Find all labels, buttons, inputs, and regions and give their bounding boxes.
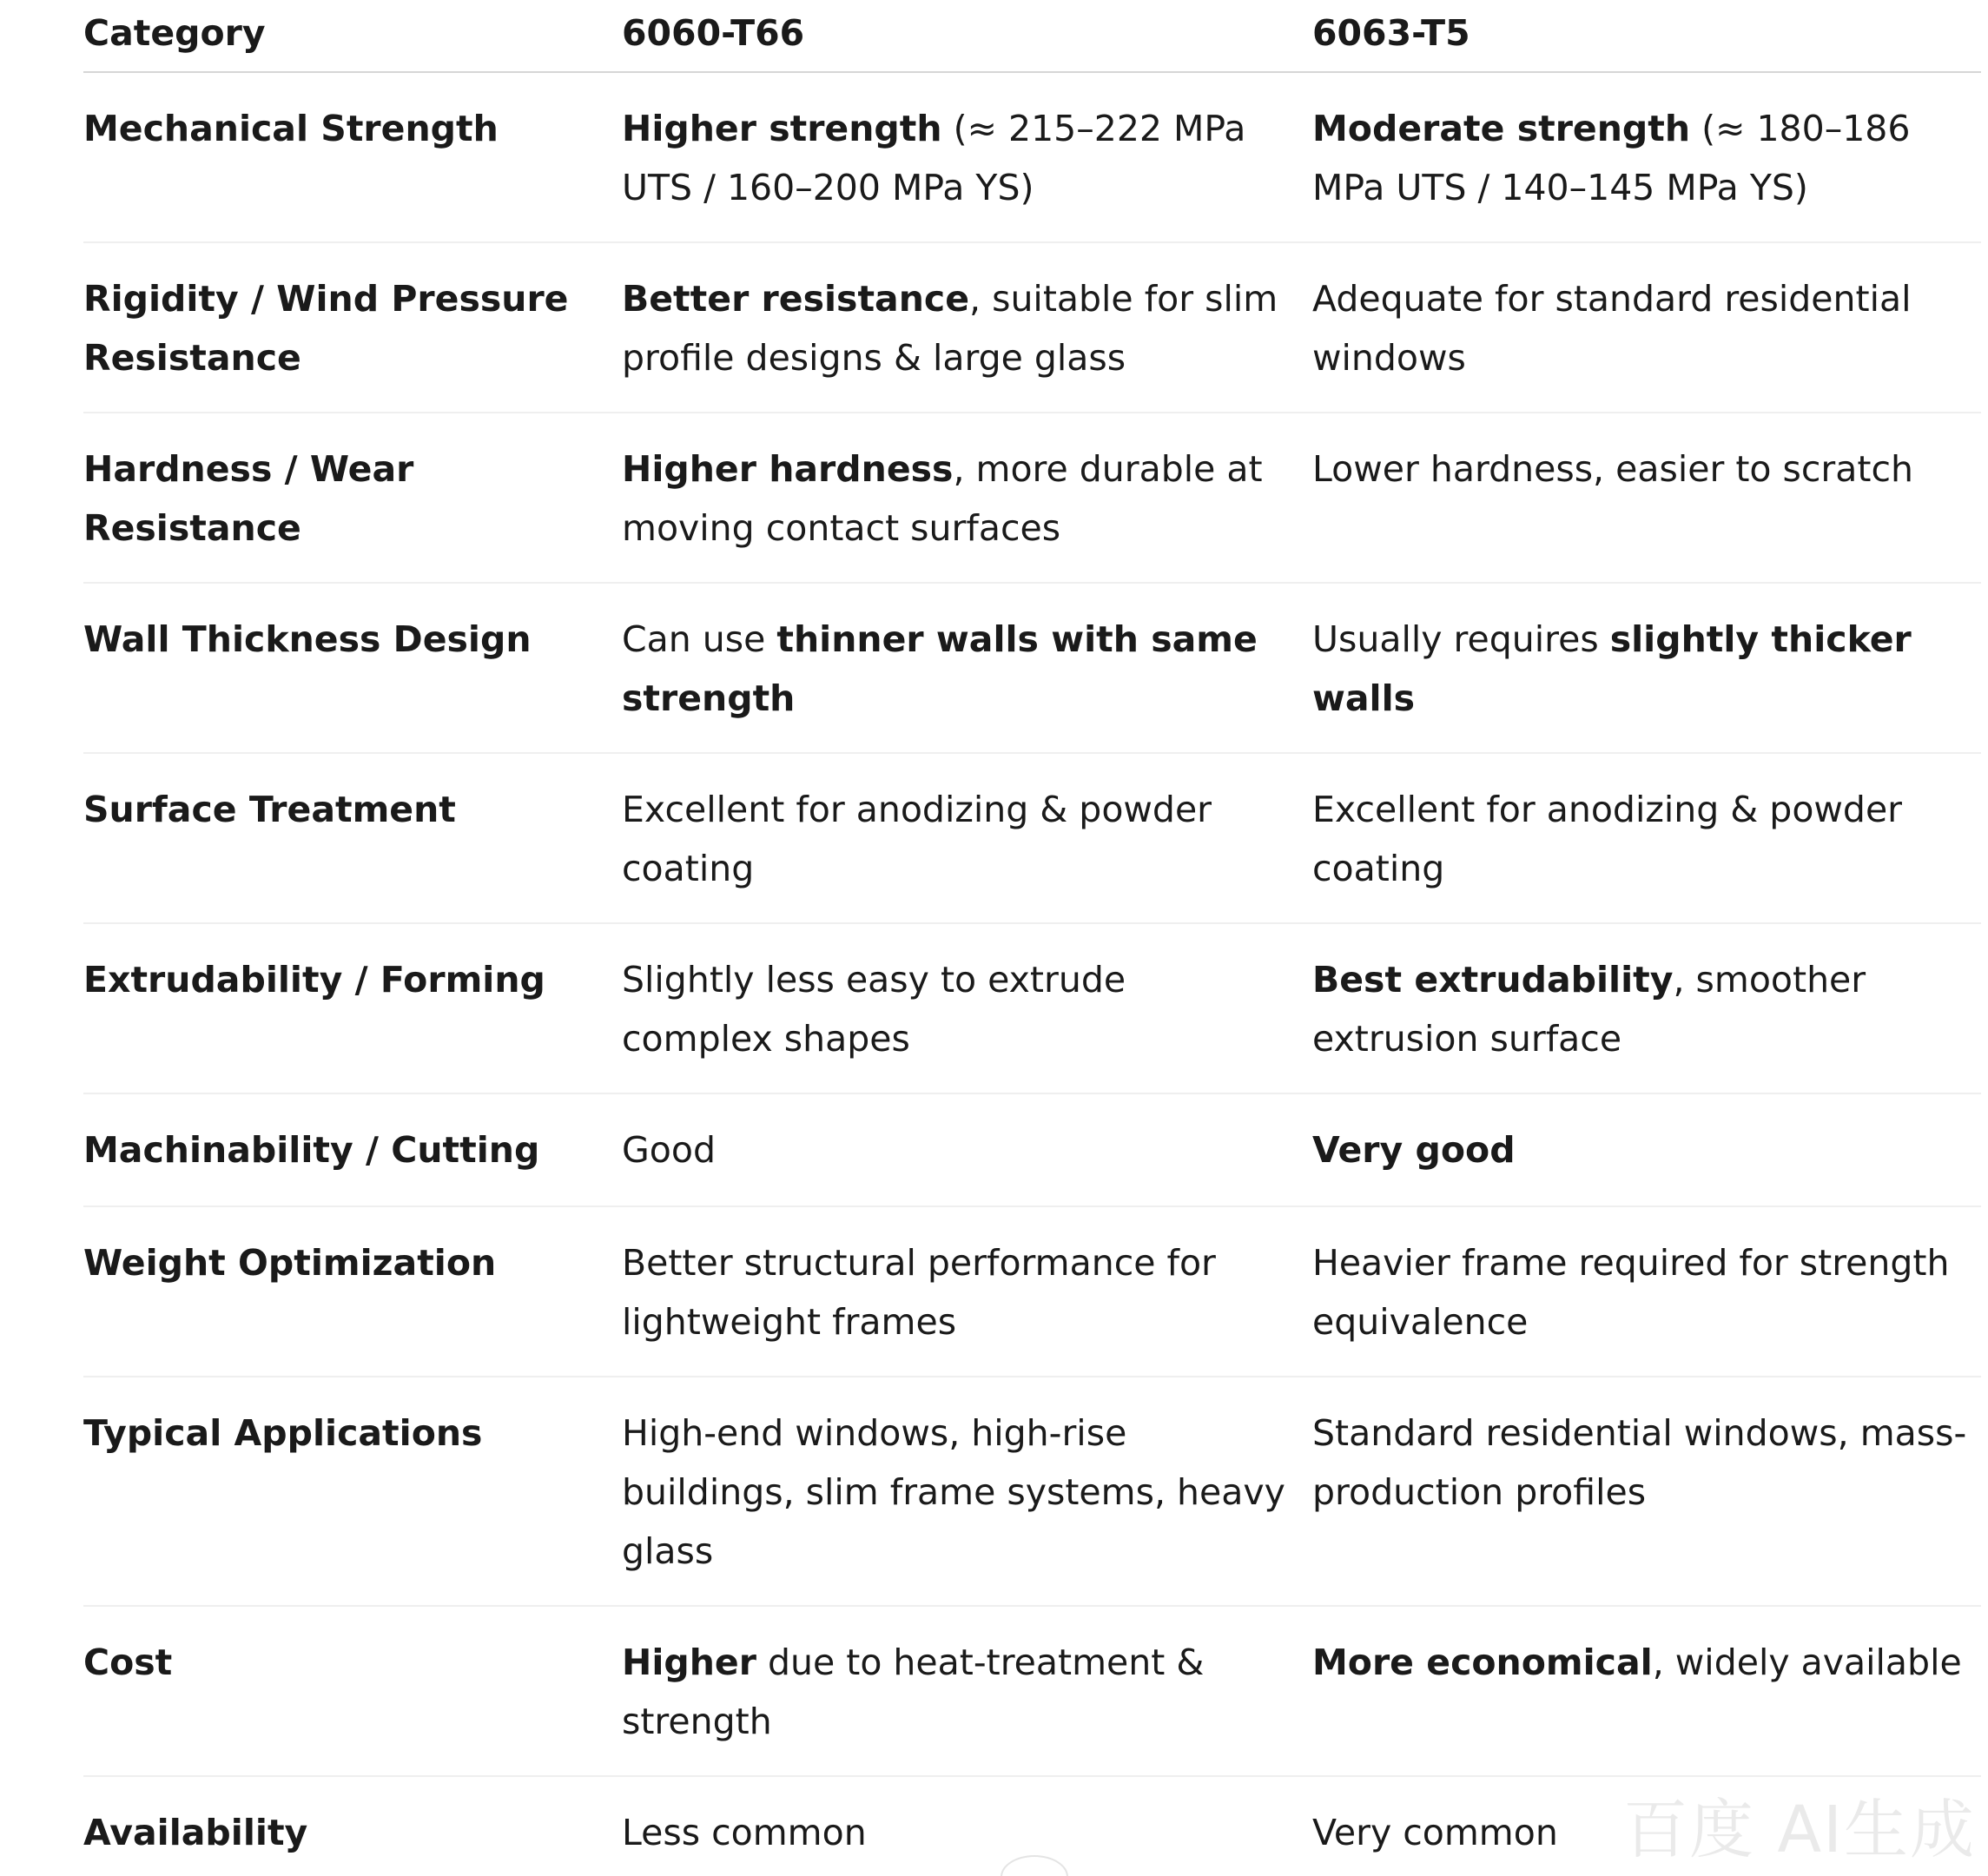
table-row [83,1207,1981,1377]
cell-6063-t5 [1312,780,1981,922]
row-category: Surface Treatment [83,789,456,830]
text: due to heat-treatment & strength [622,1642,1205,1742]
bold-text: Higher hardness [622,448,954,490]
text: (≈ 215–222 MPa UTS / 160–200 MPa YS) [622,108,1246,208]
row-category: Weight Optimization [83,1242,497,1284]
cell-6060-t66 [622,1803,1312,1876]
cell-6063-t5 [1312,1633,1981,1775]
table-row [83,1094,1981,1207]
row-category: Typical Applications [83,1412,483,1454]
cell-6063-t5 [1312,1120,1981,1206]
table-header-row [83,0,1981,73]
row-category: Availability [83,1812,308,1853]
text: Very common [1312,1812,1558,1853]
cell-6063-t5 [1312,269,1981,412]
text: Good [622,1129,716,1171]
text: Heavier frame required for strength equivalence [1312,1242,1950,1343]
header-6063-t5: 6063-T5 [1312,12,1470,54]
text: Excellent for anodizing & powder coating [622,789,1212,889]
cell-6060-t66 [622,610,1312,752]
text: Slightly less easy to extrude complex shapes [622,959,1126,1060]
bold-text: Higher strength [622,108,942,149]
text: High-end windows, high-rise buildings, slim frame systems, heavy glass [622,1412,1285,1572]
table-row [83,924,1981,1094]
row-category: Wall Thickness Design [83,618,532,660]
row-category: Cost [83,1642,173,1683]
cell-6063-t5 [1312,1404,1981,1605]
cell-6060-t66 [622,1404,1312,1605]
text: Adequate for standard residential windows [1312,278,1912,379]
table-row [83,584,1981,754]
text: Standard residential windows, mass-production profiles [1312,1412,1967,1513]
cell-6063-t5 [1312,1233,1981,1376]
table-body [83,73,1981,1876]
table-row [83,413,1981,584]
cell-6060-t66 [622,269,1312,412]
cell-6063-t5 [1312,610,1981,752]
bold-text: Very good [1312,1129,1516,1171]
bold-text: Best extrudability [1312,959,1674,1001]
comparison-table [83,0,1981,1876]
cell-6060-t66 [622,780,1312,922]
row-category: Hardness / Wear Resistance [83,448,414,549]
text: , smoother extrusion surface [1312,959,1866,1060]
table-row [83,754,1981,924]
bold-text: Higher [622,1642,756,1683]
cell-6060-t66 [622,1120,1312,1206]
cell-6063-t5 [1312,950,1981,1093]
cell-6060-t66 [622,439,1312,582]
bold-text: Better resistance [622,278,970,320]
text: , more durable at moving contact surfaces [622,448,1263,549]
table-row [83,1377,1981,1607]
cell-6060-t66 [622,1233,1312,1376]
text: Better structural performance for lightweight frames [622,1242,1216,1343]
table-row [83,243,1981,413]
text: Can use [622,618,777,660]
header-category: Category [83,12,266,54]
table-row [83,1607,1981,1777]
cell-6060-t66 [622,1633,1312,1775]
row-category: Machinability / Cutting [83,1129,540,1171]
bold-text: slightly thicker walls [1312,618,1912,719]
text: Excellent for anodizing & powder coating [1312,789,1903,889]
text: Less common [622,1812,867,1853]
row-category: Extrudability / Forming [83,959,545,1001]
cell-6063-t5 [1312,439,1981,582]
bold-text: Moderate strength [1312,108,1691,149]
text: , widely available [1652,1642,1962,1683]
row-category: Rigidity / Wind Pressure Resistance [83,278,569,379]
header-6060-t66: 6060-T66 [622,12,805,54]
row-category: Mechanical Strength [83,108,499,149]
cell-6060-t66 [622,99,1312,241]
table-row [83,73,1981,243]
cell-6060-t66 [622,950,1312,1093]
text: Lower hardness, easier to scratch [1312,448,1914,490]
text: (≈ 180–186 MPa UTS / 140–145 MPa YS) [1312,108,1911,208]
cell-6063-t5 [1312,99,1981,241]
text: Usually requires [1312,618,1610,660]
ai-generated-watermark: 百度 AI生成 [1623,1793,1976,1867]
bold-text: thinner walls with same strength [622,618,1258,719]
text: , suitable for slim profile designs & large glass [622,278,1278,379]
bold-text: More economical [1312,1642,1653,1683]
